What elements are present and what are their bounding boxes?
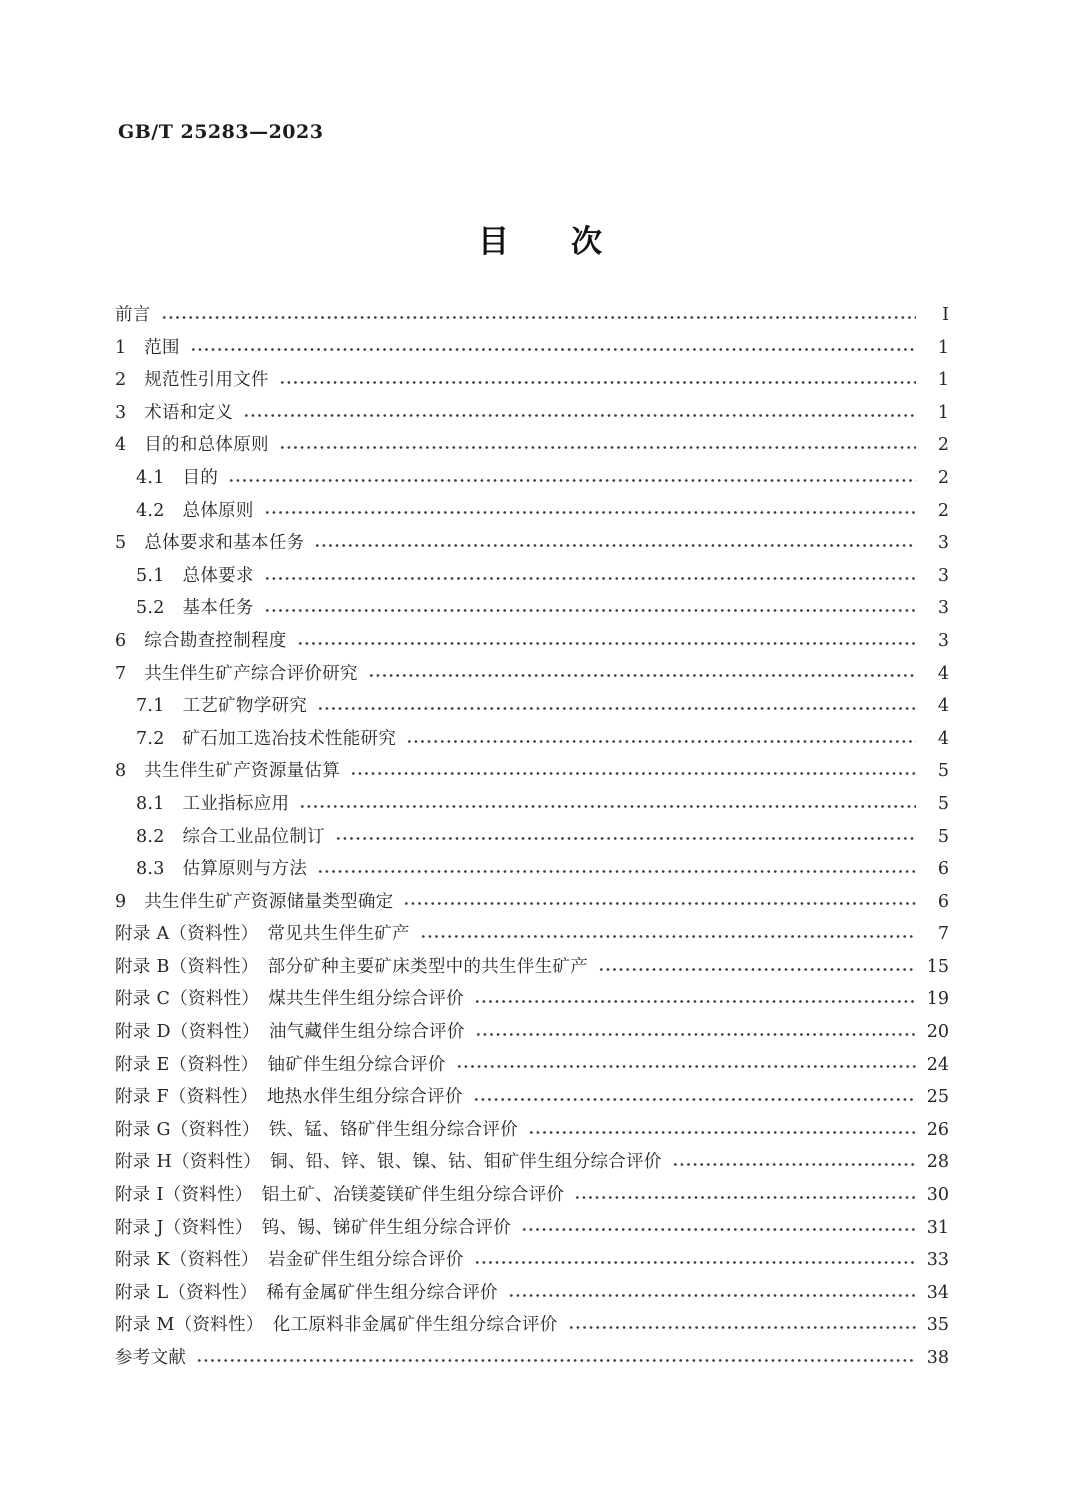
dot-leader [474,997,916,1006]
dot-leader [264,574,916,583]
toc-entry-label: 附录 A（资料性） 常见共生伴生矿产 [115,924,410,945]
dot-leader [350,769,916,778]
dot-leader [279,443,916,452]
toc-entry [115,334,949,367]
toc-entry [115,855,949,888]
dot-leader [598,965,916,974]
toc-entry-page: 3 [937,533,949,554]
toc-entry-page: 28 [926,1152,949,1173]
toc-entry-page: 34 [926,1282,949,1303]
dot-leader [299,802,916,811]
toc-entry-label: 4 目的和总体原则 [115,435,269,456]
dot-leader [473,1095,916,1104]
dot-leader [317,867,916,876]
page-title: 目 次 [478,224,602,260]
dot-leader [161,313,916,322]
toc-entry-label: 附录 D（资料性） 油气藏伴生组分综合评价 [115,1022,465,1043]
toc-entry-label: 参考文献 [115,1348,187,1368]
toc-entry-page: I [942,305,949,325]
dot-leader [317,704,916,713]
dot-leader [264,508,916,517]
toc-entry-page: 6 [937,859,949,880]
dot-leader [528,1128,916,1137]
toc-entry-label: 6 综合勘查控制程度 [115,630,287,651]
dot-leader [521,1225,916,1234]
toc-entry-page: 5 [937,826,949,847]
toc-entry [115,1116,949,1149]
dot-leader [335,834,916,843]
toc-entry-label: 2 规范性引用文件 [115,370,269,391]
toc-entry-label: 8.3 估算原则与方法 [136,859,308,880]
toc-entry [115,823,949,856]
toc-entry [115,725,949,758]
toc-entry-page: 4 [937,696,949,717]
toc-entry-page: 25 [926,1087,949,1108]
toc-entry-page: 3 [937,598,949,619]
toc-entry-label: 4.1 目的 [136,467,219,488]
toc-entry-page: 2 [937,435,949,456]
dot-leader [196,1356,916,1365]
dot-leader [190,345,916,354]
toc-entry [115,497,949,530]
toc-entry [115,985,949,1018]
toc-entry-page: 35 [926,1315,949,1336]
dot-leader [264,606,916,615]
dot-leader [672,1160,916,1169]
toc-entry-label: 附录 G（资料性） 铁、锰、铬矿伴生组分综合评价 [115,1119,518,1140]
toc-entry [115,757,949,790]
toc-entry-page: 1 [937,370,949,391]
dot-leader [568,1323,916,1332]
toc-entry-label: 附录 C（资料性） 煤共生伴生组分综合评价 [115,989,465,1010]
toc-entry-label: 4.2 总体原则 [136,500,254,521]
toc-entry-label: 8 共生伴生矿产资源量估算 [115,761,341,782]
dot-leader [456,1062,916,1071]
toc-entry-label: 附录 B（资料性） 部分矿种主要矿床类型中的共生伴生矿产 [115,956,589,977]
toc-entry-page: 20 [926,1022,949,1043]
toc-entry-label: 3 术语和定义 [115,402,234,423]
dot-leader [228,476,916,485]
dot-leader [474,1258,916,1267]
toc-entry [115,1311,949,1344]
toc-entry-page: 7 [937,924,949,945]
toc-entry-label: 附录 E（资料性） 铀矿伴生组分综合评价 [115,1054,446,1075]
toc-entry-label: 5 总体要求和基本任务 [115,533,305,554]
toc-entry-page: 3 [937,565,949,586]
toc-entry-page: 1 [937,402,949,423]
toc-entry-label: 附录 I（资料性） 铝土矿、冶镁菱镁矿伴生组分综合评价 [115,1185,565,1206]
toc-entry [115,1246,949,1279]
toc-entry-page: 4 [937,663,949,684]
dot-leader [368,671,916,680]
toc-entry-page: 5 [937,761,949,782]
toc-entry-page: 24 [926,1054,949,1075]
toc-entry-page: 30 [926,1185,949,1206]
dot-leader [420,932,916,941]
toc-entry [115,1279,949,1312]
dot-leader [574,1193,916,1202]
standard-number: GB/T 25283—2023 [118,121,324,143]
toc-entry-label: 附录 L（资料性） 稀有金属矿伴生组分综合评价 [115,1282,498,1303]
toc-entry-page: 5 [937,793,949,814]
toc-entry-label: 附录 H（资料性） 铜、铅、锌、银、镍、钴、钼矿伴生组分综合评价 [115,1152,662,1173]
toc-entry [115,1344,949,1377]
toc-entry-label: 8.2 综合工业品位制订 [136,826,325,847]
toc-entry-label: 7 共生伴生矿产综合评价研究 [115,663,358,684]
toc-entry [115,366,949,399]
toc-entry [115,301,949,334]
toc-entry-page: 15 [926,956,949,977]
toc-entry [115,1018,949,1051]
toc-entry [115,562,949,595]
toc-entry [115,529,949,562]
toc-entry-label: 5.2 基本任务 [136,598,254,619]
toc-entry-label: 附录 K（资料性） 岩金矿伴生组分综合评价 [115,1250,464,1271]
toc-entry-page: 31 [926,1217,949,1238]
toc-entry-page: 2 [937,467,949,488]
toc-entry [115,1051,949,1084]
toc-entry-label: 附录 M（资料性） 化工原料非金属矿伴生组分综合评价 [115,1315,558,1336]
toc-entry [115,1083,949,1116]
toc-entry-label: 9 共生伴生矿产资源储量类型确定 [115,891,394,912]
toc-entry-label: 前言 [115,305,151,325]
toc-entry-page: 6 [937,891,949,912]
toc-entry-page: 38 [926,1348,949,1368]
toc-entry-label: 5.1 总体要求 [136,565,254,586]
toc-entry-page: 33 [926,1250,949,1271]
toc-entry [115,790,949,823]
toc-entry-label: 7.1 工艺矿物学研究 [136,696,308,717]
toc-entry-page: 2 [937,500,949,521]
dot-leader [508,1291,916,1300]
table-of-contents [115,301,949,1377]
toc-entry [115,888,949,921]
toc-entry [115,464,949,497]
dot-leader [403,899,916,908]
toc-entry [115,692,949,725]
toc-entry [115,627,949,660]
dot-leader [314,541,916,550]
toc-entry-label: 8.1 工业指标应用 [136,793,290,814]
toc-entry [115,953,949,986]
toc-entry [115,1214,949,1247]
toc-entry [115,431,949,464]
dot-leader [243,411,916,420]
toc-entry [115,594,949,627]
toc-entry-page: 1 [937,337,949,358]
toc-entry-label: 附录 F（资料性） 地热水伴生组分综合评价 [115,1087,463,1108]
toc-entry [115,1148,949,1181]
dot-leader [297,639,916,648]
toc-entry-page: 3 [937,630,949,651]
toc-entry [115,660,949,693]
toc-entry-label: 7.2 矿石加工选冶技术性能研究 [136,728,397,749]
dot-leader [475,1030,916,1039]
dot-leader [279,378,916,387]
toc-entry [115,399,949,432]
toc-entry-page: 19 [926,989,949,1010]
dot-leader [406,737,916,746]
toc-entry-label: 1 范围 [115,337,180,358]
toc-entry-page: 26 [926,1119,949,1140]
toc-entry-label: 附录 J（资料性） 钨、锡、锑矿伴生组分综合评价 [115,1217,512,1238]
toc-entry [115,1181,949,1214]
toc-entry-page: 4 [937,728,949,749]
toc-entry [115,920,949,953]
